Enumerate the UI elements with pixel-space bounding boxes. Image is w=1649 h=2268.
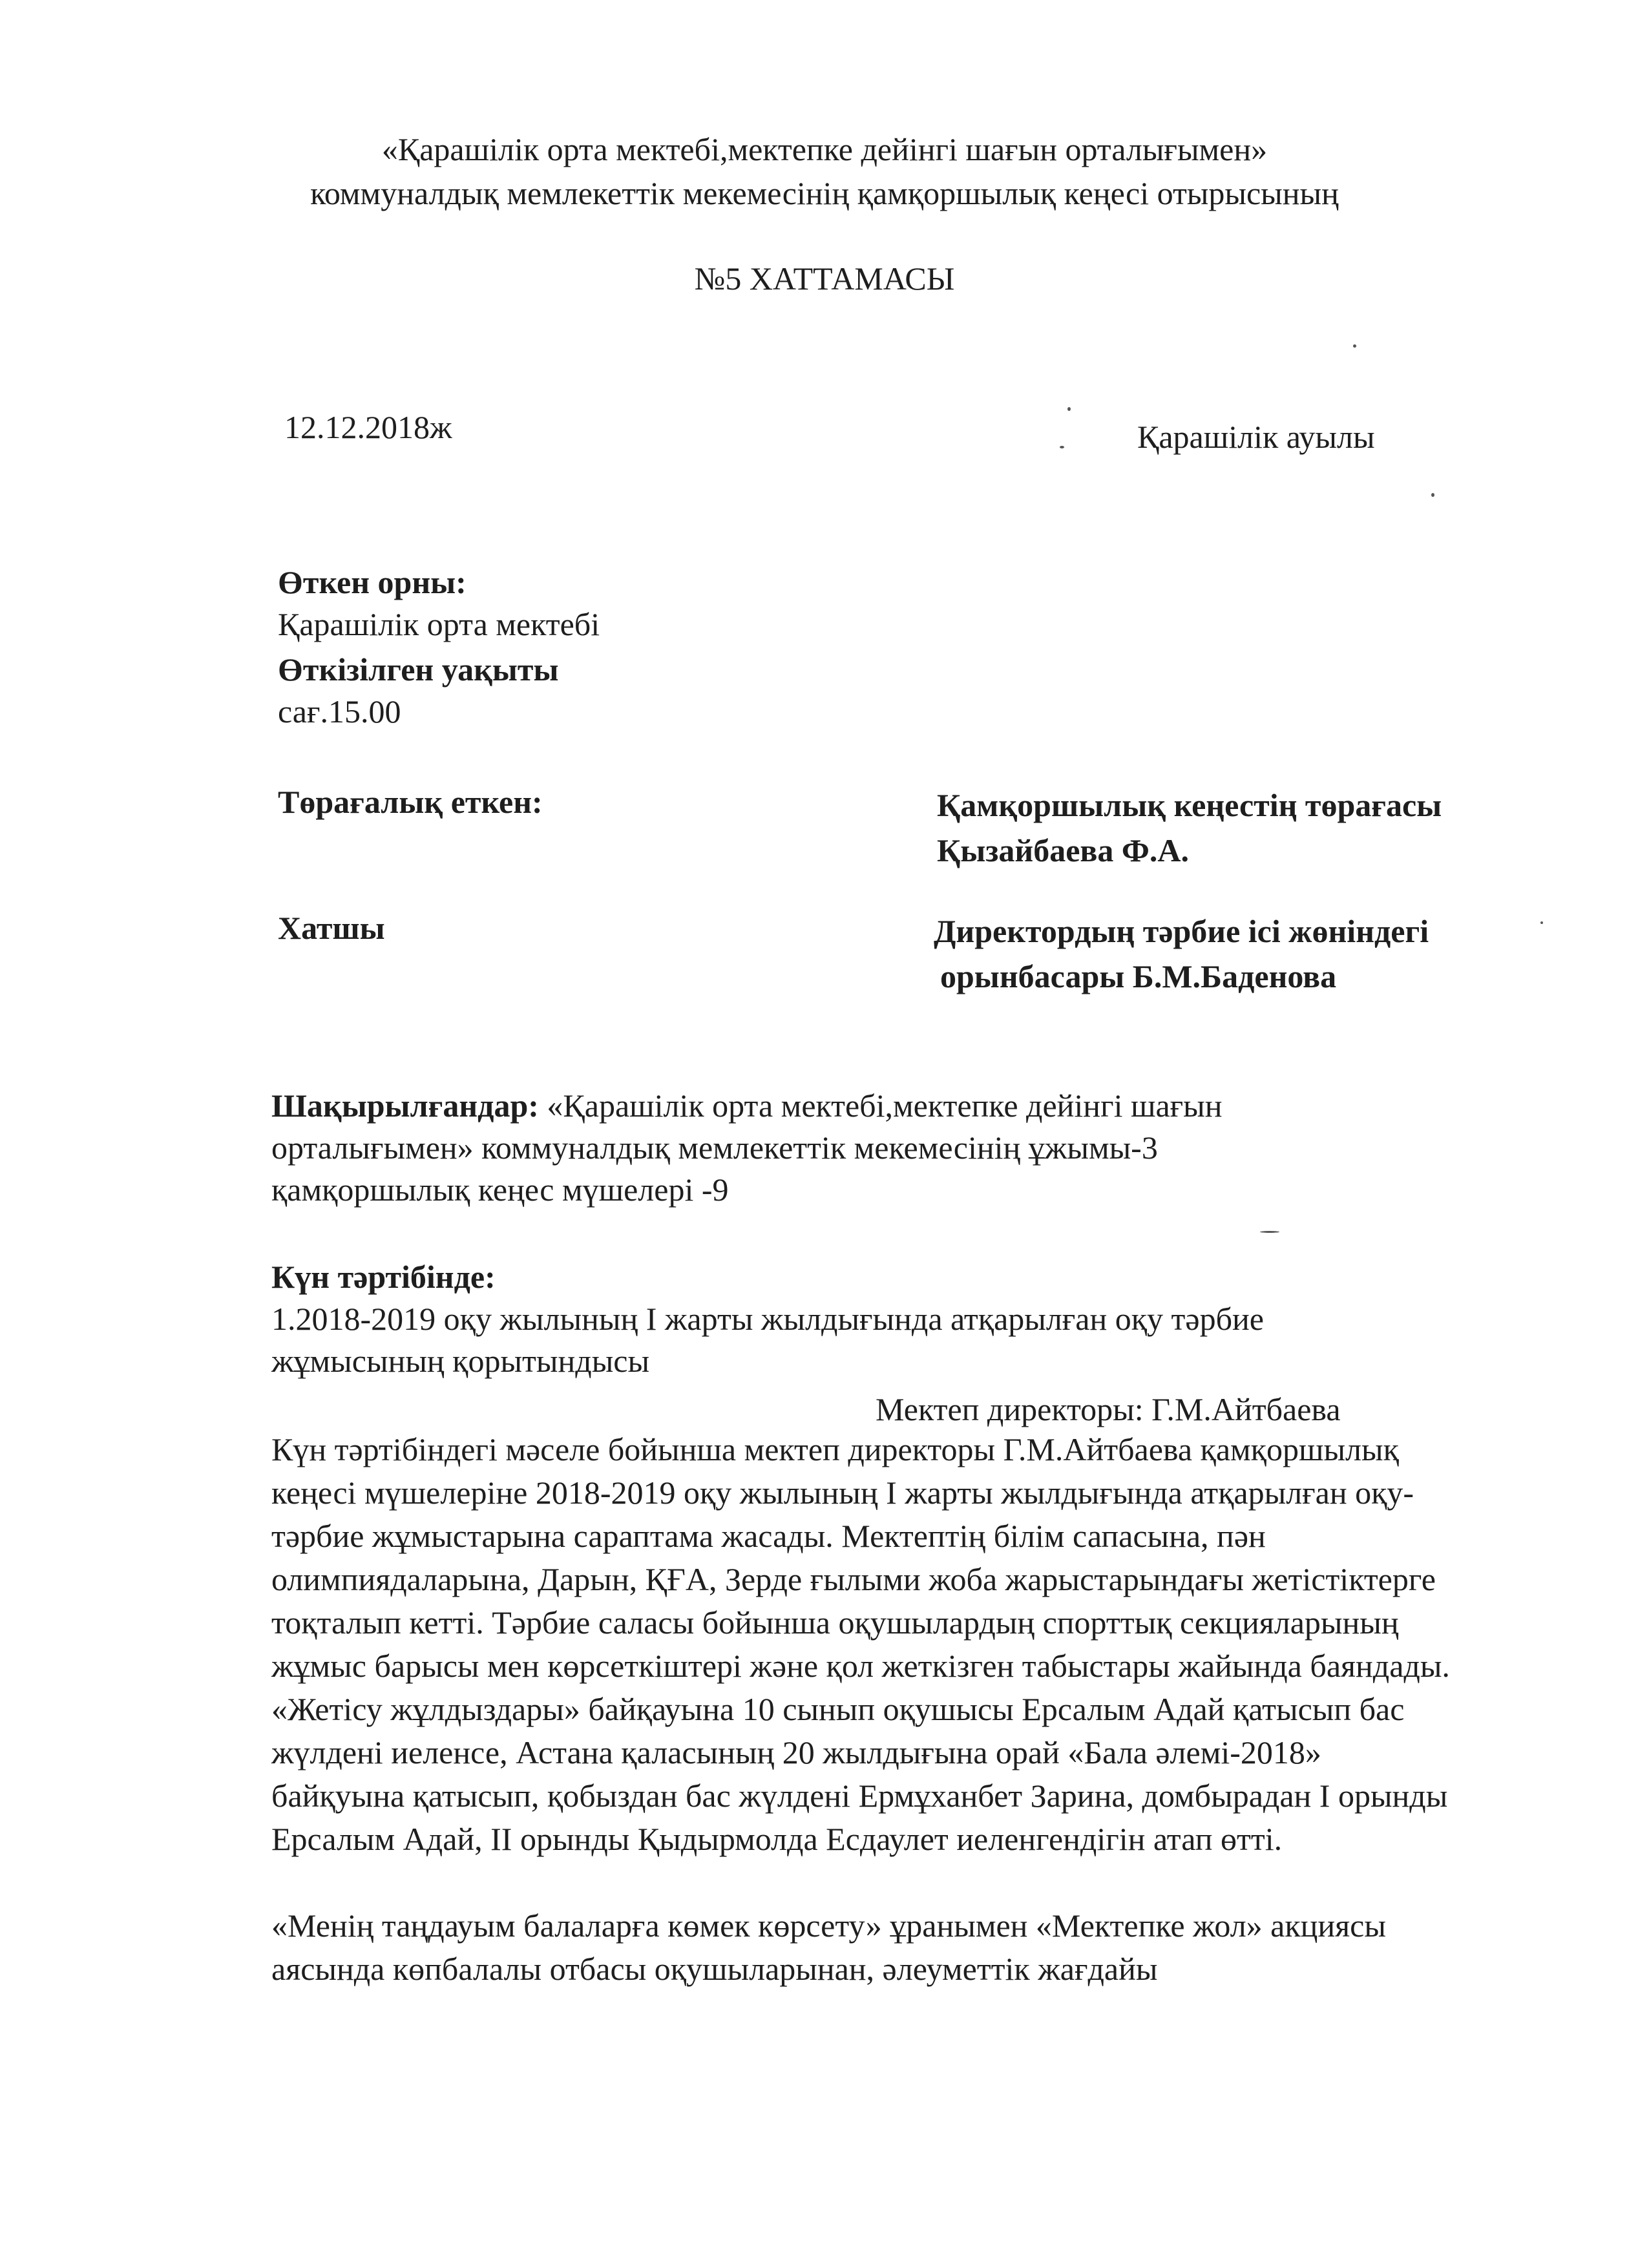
time-value: сағ.15.00 [278, 693, 401, 730]
time-label: Өткізілген уақыты [278, 651, 559, 688]
meeting-place: Қарашілік ауылы [1137, 419, 1375, 455]
chair-name: Қызайбаева Ф.А. [937, 832, 1189, 868]
agenda-speaker: Мектеп директоры: Г.М.Айтбаева [876, 1391, 1341, 1427]
scan-speck [1353, 344, 1356, 348]
invited-line-1 [271, 1086, 1223, 1126]
header-line-2: коммуналдық мемлекеттік мекемесінің қамқоршылық кеңесі отырысының [310, 175, 1339, 211]
body-paragraph-2: «Жетісу жұлдыздары» байқауына 10 сынып оқушысы Ерсалым Адай қатысып бас жүлдені иеленсе, Астана қаласының 20 жылдығына орай «Бала әлемі-2018» байқуына қатысып, қобыздан бас жүлдені Ермұханбет Зарина, домбырадан І орынды Ерсалым Адай, ІІ орынды Қыдырмолда Есдаулет иеленгендігін атап өтті. [271, 1691, 1448, 1857]
chair-role: Қамқоршылық кеңестің төрағасы [937, 787, 1442, 823]
agenda-item-1-line-1: 1.2018-2019 оқу жылының І жарты жылдығында атқарылған оқу тәрбие [271, 1301, 1264, 1337]
scan-speck [1431, 493, 1434, 497]
header-line-1: «Қарашілік орта мектебі,мектепке дейінгі шағын орталығымен» [381, 131, 1268, 167]
secretary-role: Директордың тәрбие ісі жөніндегі [934, 913, 1429, 949]
agenda-item-1-line-2: жұмысының қорытындысы [271, 1343, 650, 1379]
scan-speck [1067, 407, 1071, 411]
secretary-name: орынбасары Б.М.Баденова [940, 958, 1337, 994]
agenda-label: Күн тәртібінде: [271, 1259, 496, 1295]
scan-speck [1060, 446, 1064, 448]
venue-label: Өткен орны: [278, 564, 467, 600]
body-section [271, 1428, 1454, 1991]
chair-label: Төрағалық еткен: [278, 784, 543, 820]
scan-speck [1260, 1231, 1279, 1233]
meeting-date: 12.12.2018ж [284, 409, 452, 445]
invited-label: Шақырылғандар: [271, 1087, 539, 1124]
invited-text-1: «Қарашілік орта мектебі,мектепке дейінгі шағын [538, 1087, 1223, 1124]
scan-speck [1540, 921, 1543, 924]
venue-value: Қарашілік орта мектебі [278, 606, 600, 642]
invited-line-3: қамқоршылық кеңес мүшелері -9 [271, 1171, 729, 1208]
body-paragraph-3: «Менің таңдауым балаларға көмек көрсету» ұранымен «Мектепке жол» акциясы аясында көпбалалы отбасы оқушыларынан, әлеуметтік жағдайы [271, 1907, 1386, 1987]
secretary-label: Хатшы [278, 910, 385, 946]
document-title: №5 ХАТТАМАСЫ [694, 260, 955, 297]
body-paragraph-1: Күн тәртібіндегі мәселе бойынша мектеп директоры Г.М.Айтбаева қамқоршылық кеңесі мүшелеріне 2018-2019 оқу жылының І жарты жылдығында атқарылған оқу-тәрбие жұмыстарына сараптама жасады. Мектептің білім сапасына, пән олимпиядаларына, Дарын, ҚҒА, Зерде ғылыми жоба жарыстарындағы жетістіктерге тоқталып кетті. Тәрбие саласы бойынша оқушылардың спорттық секцияларының жұмыс барысы мен көрсеткіштері және қол жеткізген табыстары жайында баяндады. [271, 1431, 1450, 1684]
invited-line-2: орталығымен» коммуналдық мемлекеттік мекемесінің ұжымы-3 [271, 1129, 1158, 1166]
